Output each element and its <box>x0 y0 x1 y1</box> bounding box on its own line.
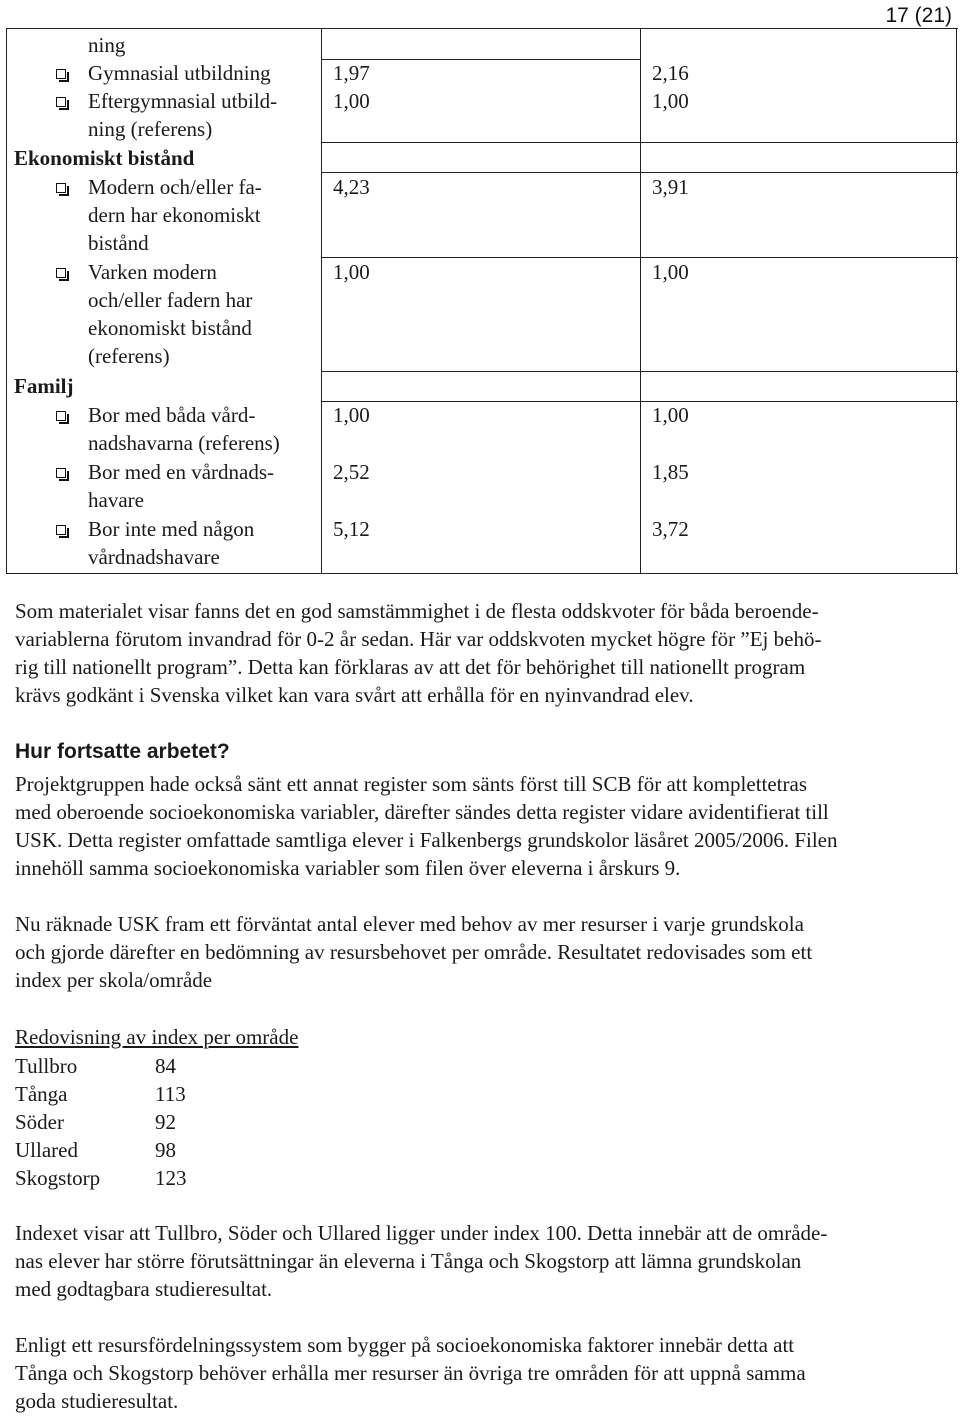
text-line: Projektgruppen hade också sänt ett annat register som sänts först till SCB för att komplettetras <box>15 772 808 796</box>
odds-value-2: 3,72 <box>652 517 689 541</box>
table-border-right <box>956 29 957 573</box>
table-rule <box>321 257 958 258</box>
section-heading: Familj <box>14 374 74 398</box>
text-line: med oberoende socioekonomiska variabler, därefter sändes detta register vidare avidentifierat till <box>15 800 829 824</box>
row-label: bistånd <box>88 231 149 255</box>
table-column-divider-1 <box>321 29 322 573</box>
row-label: ning <box>88 33 126 57</box>
paragraph-usk <box>15 910 950 994</box>
text-line: USK. Detta register omfattade samtliga elever i Falkenbergs grundskolor läsåret 2005/2006. Filen <box>15 828 838 852</box>
odds-value-2: 1,85 <box>652 460 689 484</box>
checkbox-icon <box>56 411 66 421</box>
odds-value-2: 1,00 <box>652 403 689 427</box>
text-line: nas elever har större förutsättningar än eleverna i Tånga och Skogstorp att lämna grundskolan <box>15 1249 802 1273</box>
page-number: 17 (21) <box>885 4 952 27</box>
text-line: Nu räknade USK fram ett förväntat antal elever med behov av mer resurser i varje grundskola <box>15 912 804 936</box>
text-line: med godtagbara studieresultat. <box>15 1277 273 1301</box>
row-label: Eftergymnasial utbild- <box>88 89 278 113</box>
text-line: Enligt ett resursfördelningssystem som bygger på socioekonomiska faktorer innebär detta att <box>15 1333 795 1357</box>
row-label: Gymnasial utbildning <box>88 61 271 85</box>
paragraph-conclusion <box>15 1331 950 1415</box>
area-name: Skogstorp <box>15 1166 101 1190</box>
text-line: rig till nationellt program”. Detta kan förklaras av att det för behörighet till nationellt program <box>15 655 806 679</box>
odds-value-1: 5,12 <box>333 517 370 541</box>
text-line: index per skola/område <box>15 968 213 992</box>
paragraph-index-result <box>15 1219 950 1303</box>
odds-value-1: 1,00 <box>333 260 370 284</box>
index-row <box>15 1136 176 1164</box>
odds-value-2: 3,91 <box>652 175 689 199</box>
row-label: ning (referens) <box>88 117 213 141</box>
table-border-left <box>6 29 7 573</box>
row-label: Bor med båda vård- <box>88 403 256 427</box>
paragraph-register <box>15 770 950 882</box>
checkbox-icon <box>56 525 66 535</box>
odds-value-2: 1,00 <box>652 260 689 284</box>
odds-value-2: 2,16 <box>652 61 689 85</box>
area-name: Tånga <box>15 1082 68 1106</box>
area-name: Söder <box>15 1110 64 1134</box>
odds-value-1: 1,00 <box>333 403 370 427</box>
index-row <box>15 1052 176 1080</box>
checkbox-icon <box>56 268 66 278</box>
row-label: ekonomiskt bistånd <box>88 316 252 340</box>
table-rule <box>321 172 958 173</box>
text-line: krävs godkänt i Svenska vilket kan vara svårt att erhålla för en nyinvandrad elev. <box>15 683 694 707</box>
text-line: Tånga och Skogstorp behöver erhålla mer resurser än övriga tre områden för att uppnå samma <box>15 1361 806 1385</box>
index-row <box>15 1080 186 1108</box>
row-label: havare <box>88 488 144 512</box>
row-label: Bor med en vårdnads- <box>88 460 275 484</box>
row-label: Bor inte med någon <box>88 517 255 541</box>
index-value: 113 <box>155 1082 186 1106</box>
checkbox-icon <box>56 97 66 107</box>
row-label: Modern och/eller fa- <box>88 175 262 199</box>
odds-value-1: 1,00 <box>333 89 370 113</box>
row-label: Varken modern <box>88 260 217 284</box>
text-line: Som materialet visar fanns det en god samstämmighet i de flesta oddskvoter för båda beroende- <box>15 599 819 623</box>
odds-value-1: 4,23 <box>333 175 370 199</box>
table-rule <box>321 371 958 372</box>
row-label: nadshavarna (referens) <box>88 431 280 455</box>
text-line: Indexet visar att Tullbro, Söder och Ullared ligger under index 100. Detta innebär att de område- <box>15 1221 828 1245</box>
checkbox-icon <box>56 183 66 193</box>
index-row <box>15 1164 187 1192</box>
area-name: Tullbro <box>15 1054 78 1078</box>
index-row <box>15 1108 176 1136</box>
odds-value-1: 1,97 <box>333 61 370 85</box>
paragraph-results <box>15 597 950 709</box>
odds-ratio-table <box>6 28 958 574</box>
table-column-divider-2 <box>640 29 641 573</box>
index-value: 98 <box>155 1138 176 1162</box>
area-name: Ullared <box>15 1138 78 1162</box>
text-line: och gjorde därefter en bedömning av resursbehovet per område. Resultatet redovisades som ett <box>15 940 813 964</box>
row-label: och/eller fadern har <box>88 288 253 312</box>
text-line: variablerna förutom invandrad för 0-2 år sedan. Här var oddskvoten mycket högre för ”Ej behö- <box>15 627 822 651</box>
table-rule <box>321 142 958 143</box>
odds-value-1: 2,52 <box>333 460 370 484</box>
row-label: (referens) <box>88 344 170 368</box>
section-title: Hur fortsatte arbetet? <box>15 740 230 763</box>
index-value: 123 <box>155 1166 187 1190</box>
row-label: dern har ekonomiskt <box>88 203 261 227</box>
checkbox-icon <box>56 69 66 79</box>
text-line: goda studieresultat. <box>15 1389 179 1413</box>
row-label: vårdnadshavare <box>88 545 220 569</box>
section-heading: Ekonomiskt bistånd <box>14 146 195 170</box>
index-value: 84 <box>155 1054 176 1078</box>
checkbox-icon <box>56 468 66 478</box>
odds-value-2: 1,00 <box>652 89 689 113</box>
index-heading: Redovisning av index per område <box>15 1025 299 1049</box>
text-line: innehöll samma socioekonomiska variabler som filen över eleverna i årskurs 9. <box>15 856 681 880</box>
table-rule <box>321 401 958 402</box>
index-value: 92 <box>155 1110 176 1134</box>
